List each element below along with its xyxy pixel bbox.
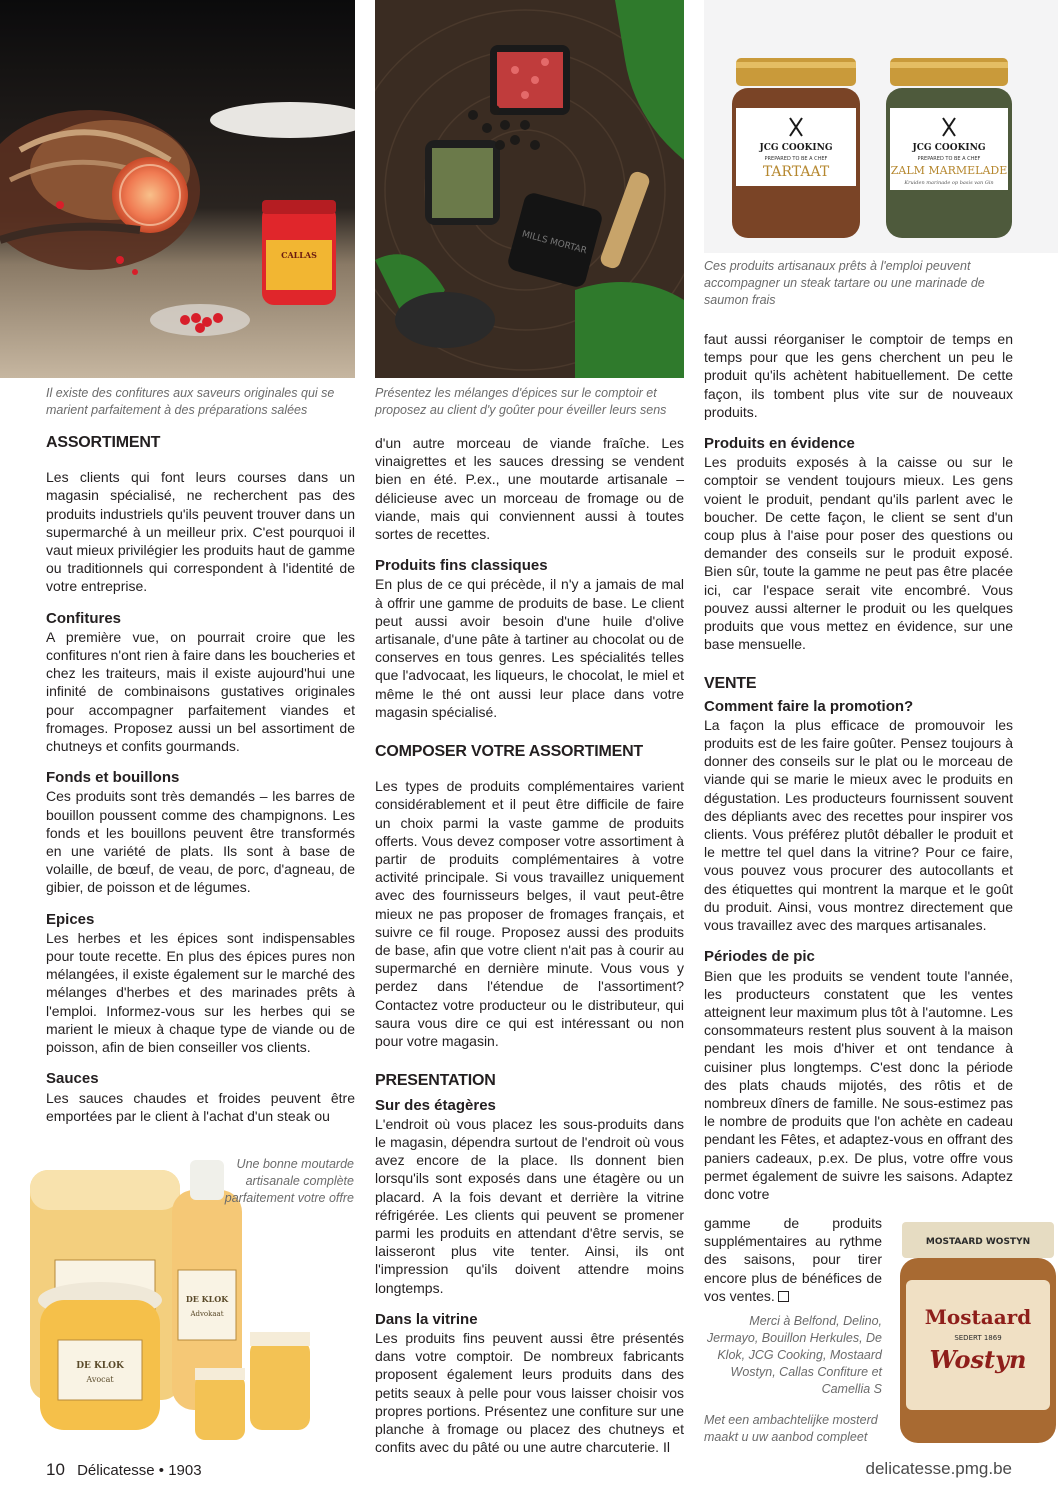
para-produits-fins: En plus de ce qui précède, il n'y a jamais de mal à offrir une gamme de produits de base. Le client peut aussi avoir besoin d'une huile d'olive artisanale, d'une pâte à tartiner au chocolat ou de conserves en tous genres. Les spécialités telles que l'advocaat, les liqueurs, le chocolat, le miel et même le thé ont aussi leur place dans votre magasin spécialisé. (375, 576, 684, 720)
wostyn-label: Wostyn (929, 1345, 1027, 1374)
column-1 (46, 434, 355, 1139)
page-number: 10 (46, 1460, 65, 1479)
caption-photo5: Met een ambachtelijke mosterd maakt u uw aanbod compleet (704, 1413, 878, 1444)
heading-promotion: Comment faire la promotion? (704, 697, 914, 715)
para-etageres: L'endroit où vous placez les sous-produits dans le magasin, dépendra surtout de l'endroit où vous avez encore de la place. Ils donnent bien lorsqu'ils sont exposés dans une étagère ou un placard. A la fois devant et derrière la vitrine réfrigérée. Les clients qui peuvent se promener parmi les produits en attendant d'être servis, se laisseront plus vite tenter. Ainsi, ils ont l'impression qu'ils doivent attendre moins longtemps. (375, 1115, 684, 1296)
heading-sauces: Sauces (46, 1070, 99, 1088)
deklok-label-3: DE KLOK (76, 1361, 124, 1371)
deklok-label-2: DE KLOK (185, 1294, 229, 1304)
para-epices: Les herbes et les épices sont indispensables pour toute recette. En plus des épices pures non mélangées, il existe également sur le marché des mélanges d'herbes et des marinades prêts à l'emploi. Informez-vous sur les herbes qui se marient le mieux à chaque type de viande ou de poisson, afin de bien conseiller vos clients. (46, 929, 355, 1056)
jar-left-brand: JCG COOKING (759, 143, 833, 153)
para-periodes-narrow-text: gamme de produits supplémentaires au rythme des saisons, pour tirer encore plus de bénéfices de vos ventes. (704, 1215, 882, 1304)
mostaard-lid-label: MOSTAARD WOSTYN (925, 1237, 1031, 1247)
heading-presentation: PRESENTATION (375, 1072, 496, 1090)
heading-composer: COMPOSER VOTRE ASSORTIMENT (375, 743, 644, 761)
jar-right-tagline: PREPARED TO BE A CHEF (917, 156, 981, 162)
caption-photo1: Il existe des confitures aux saveurs originales qui se marient parfaitement à des préparations salées (46, 386, 335, 417)
caption-photo2: Présentez les mélanges d'épices sur le comptoir et proposez au client d'y goûter pour éveiller leurs sens (375, 386, 667, 417)
callas-label: CALLAS (281, 250, 317, 260)
para-sauces: Les sauces chaudes et froides peuvent être emportées par le client à l'achat d'un steak ou (46, 1089, 355, 1124)
para-vitrine: Les produits fins peuvent aussi être présentés dans votre comptoir. De nombreux fabricants proposent également leurs produits dans des petits seaux à pelle pour vous laisser choisir vos propres portions. Présentez une confiture sur une planche à fromage ou placez des chutneys et confits avec du pâté ou une autre charcuterie. Il (375, 1329, 684, 1456)
heading-evidence: Produits en évidence (704, 435, 855, 453)
caption-photo3: Ces produits artisanaux prêts à l'emploi peuvent accompagner un steak tartare ou une marinade de saumon frais (704, 259, 985, 307)
jar-left-name: TARTAAT (762, 164, 830, 180)
photo-confiture (0, 0, 355, 378)
heading-periodes: Périodes de pic (704, 948, 815, 966)
sedert-label: SEDERT 1869 (954, 1334, 1002, 1342)
para-assortiment: Les clients qui font leurs courses dans un magasin spécialisé, ne recherchent pas des produits industriels qu'ils peuvent trouver dans un supermarché à un meilleur prix. C'est pourquoi il vaut mieux privilégier les produits haut de gamme ou traditionnels qui correspondent à l'identité de votre entreprise. (46, 469, 355, 595)
para-periodes-narrow (704, 1214, 882, 1305)
mostaard-label: Mostaard (924, 1305, 1032, 1329)
heading-produits-fins: Produits fins classiques (375, 557, 548, 575)
column-3-narrow (704, 1214, 882, 1398)
para-promotion: La façon la plus efficace de promouvoir les produits est de les faire goûter. Pensez toujours à donner des conseils sur le plat ou le morceau de viande qui se marie le mieux avec le produits en dégustation. Les producteurs fournissent souvent des dépliants avec des recettes pour inspirer vos clients. Vous préférez plutôt déballer le produit et le mettre tel quel dans la vitrine? Pour ce faire, vous pouvez vous procurer des autocollants et des étiquettes qui montrent la marque et le goût du produit. Ainsi, vous montrez directement que vous travaillez avec des marques artisanales. (704, 716, 1013, 934)
para-col2-cont: d'un autre morceau de viande fraîche. Les vinaigrettes et les sauces dressing se vendent bien en été. P.ex., une moutarde artisanale – délicieuse avec un morceau de fromage ou de viande, mais qui conviennent aussi à toutes sortes de recettes. (375, 435, 684, 543)
para-confitures: A première vue, on pourrait croire que les confitures n'ont rien à faire dans les boucheries et chez les traiteurs, mais il existe aujourd'hui une infinité de combinaisons gustatives originales pour accompagner parfaitement viandes et fromages. Proposez aussi un bel assortiment de chutneys et confits gourmands. (46, 628, 355, 755)
para-periodes: Bien que les produits se vendent toute l'année, les producteurs constatent que les ventes atteignent leur maximum plus tôt à l'automne. Les consommateurs restent plus souvent à la maison pendant les mois d'hiver et ont tendance à cuisiner plus longtemps. C'est donc la période des plats chauds mijotés, des rôtis et de nombreux dîners de famille. Ne sous-estimez pas le nombre de produits que l'on achète en cadeau pendant les Fêtes, et adaptez-vous en offrant des paniers cadeaux, p.ex. De plus, votre offre vous permet également de suivre les saisons. Adaptez donc votre (704, 967, 1013, 1202)
heading-assortiment: ASSORTIMENT (46, 434, 161, 451)
jar-right-brand: JCG COOKING (912, 143, 986, 153)
para-col3-cont: faut aussi réorganiser le comptoir de temps en temps pour que les gens cherchent un peu le produit qu'ils achètent habituellement. De cette façon, ils tombent plus vite sur de nouveaux produits. (704, 331, 1013, 420)
end-mark-icon (778, 1291, 789, 1302)
heading-epices: Epices (46, 910, 95, 928)
column-3 (704, 330, 1013, 1203)
heading-etageres: Sur des étagères (375, 1096, 496, 1114)
thanks-note: Merci à Belfond, Delino, Jermayo, Bouillon Herkules, De Klok, JCG Cooking, Mostaard Wostyn, Callas Confiture et Camellia S (706, 1314, 882, 1397)
para-evidence: Les produits exposés à la caisse ou sur le comptoir se vendent toujours mieux. Les gens voient le produit, pendant qu'ils parlent avec le boucher. De cette façon, le client se sent d'un coup plus à l'aise pour poser des questions ou demander des conseils sur le produit exposé. Bien sûr, toute la gamme ne peut pas être placée ici, car l'espace serait vite encombré. Vous pouvez aussi alterner le produit ou les quelques produits que vous mettez en évidence, sur une base mensuelle. (704, 454, 1013, 653)
avocat-label: Avocat (86, 1375, 114, 1384)
jar-right-sub: Kruiden marinade op basis van Gin (904, 180, 994, 186)
photo-mostaard-wostyn (898, 1220, 1058, 1445)
heading-vente: VENTE (704, 675, 757, 693)
photo-epices (375, 0, 684, 378)
footer-website[interactable]: delicatesse.pmg.be (865, 1459, 1012, 1478)
heading-confitures: Confitures (46, 609, 121, 627)
advokaat-label: Advokaat (190, 1310, 224, 1318)
magazine-issue: Délicatesse • 1903 (77, 1462, 202, 1479)
photo-jcg-cooking (704, 0, 1058, 253)
column-2 (375, 434, 684, 1470)
footer-left (46, 1460, 202, 1480)
para-fonds: Ces produits sont très demandés – les barres de bouillon poussent comme des champignons. Les fonds et les bouillons peuvent être transformés en une variété de plats. Ils sont à base de volaille, de bœuf, de veau, de porc, d'agneau, de gibier, de poisson et de légumes. (46, 788, 355, 896)
mills-mortar-label: MILLS MORTAR (520, 229, 588, 257)
heading-vitrine: Dans la vitrine (375, 1310, 478, 1328)
caption-photo4: Une bonne moutarde artisanale complète parfaitement votre offre (224, 1157, 354, 1205)
jar-right-name: ZALM MARMELADE (890, 164, 1008, 177)
para-composer: Les types de produits complémentaires varient considérablement et il peut être difficile de faire un choix parmi la vaste gamme de produits offerts. Vous devez composer votre assortiment à partir de produits complémentaires à votre activité principale. Si vous travaillez uniquement avec des fournisseurs belges, il vaut peut-être mieux ne pas proposer de fromages français, et suivre ce fil rouge. Proposez aussi des produits de base, afin que votre client n'ait pas à courir au supermarché en dernière minute. Vous vous y perdez dans l'étendue de l'assortiment? Contactez votre producteur ou le distributeur, qui saura vous dire ce qui est intéressant ou non pour votre magasin. (375, 778, 684, 1050)
jar-left-tagline: PREPARED TO BE A CHEF (764, 156, 828, 162)
heading-fonds: Fonds et bouillons (46, 769, 180, 787)
